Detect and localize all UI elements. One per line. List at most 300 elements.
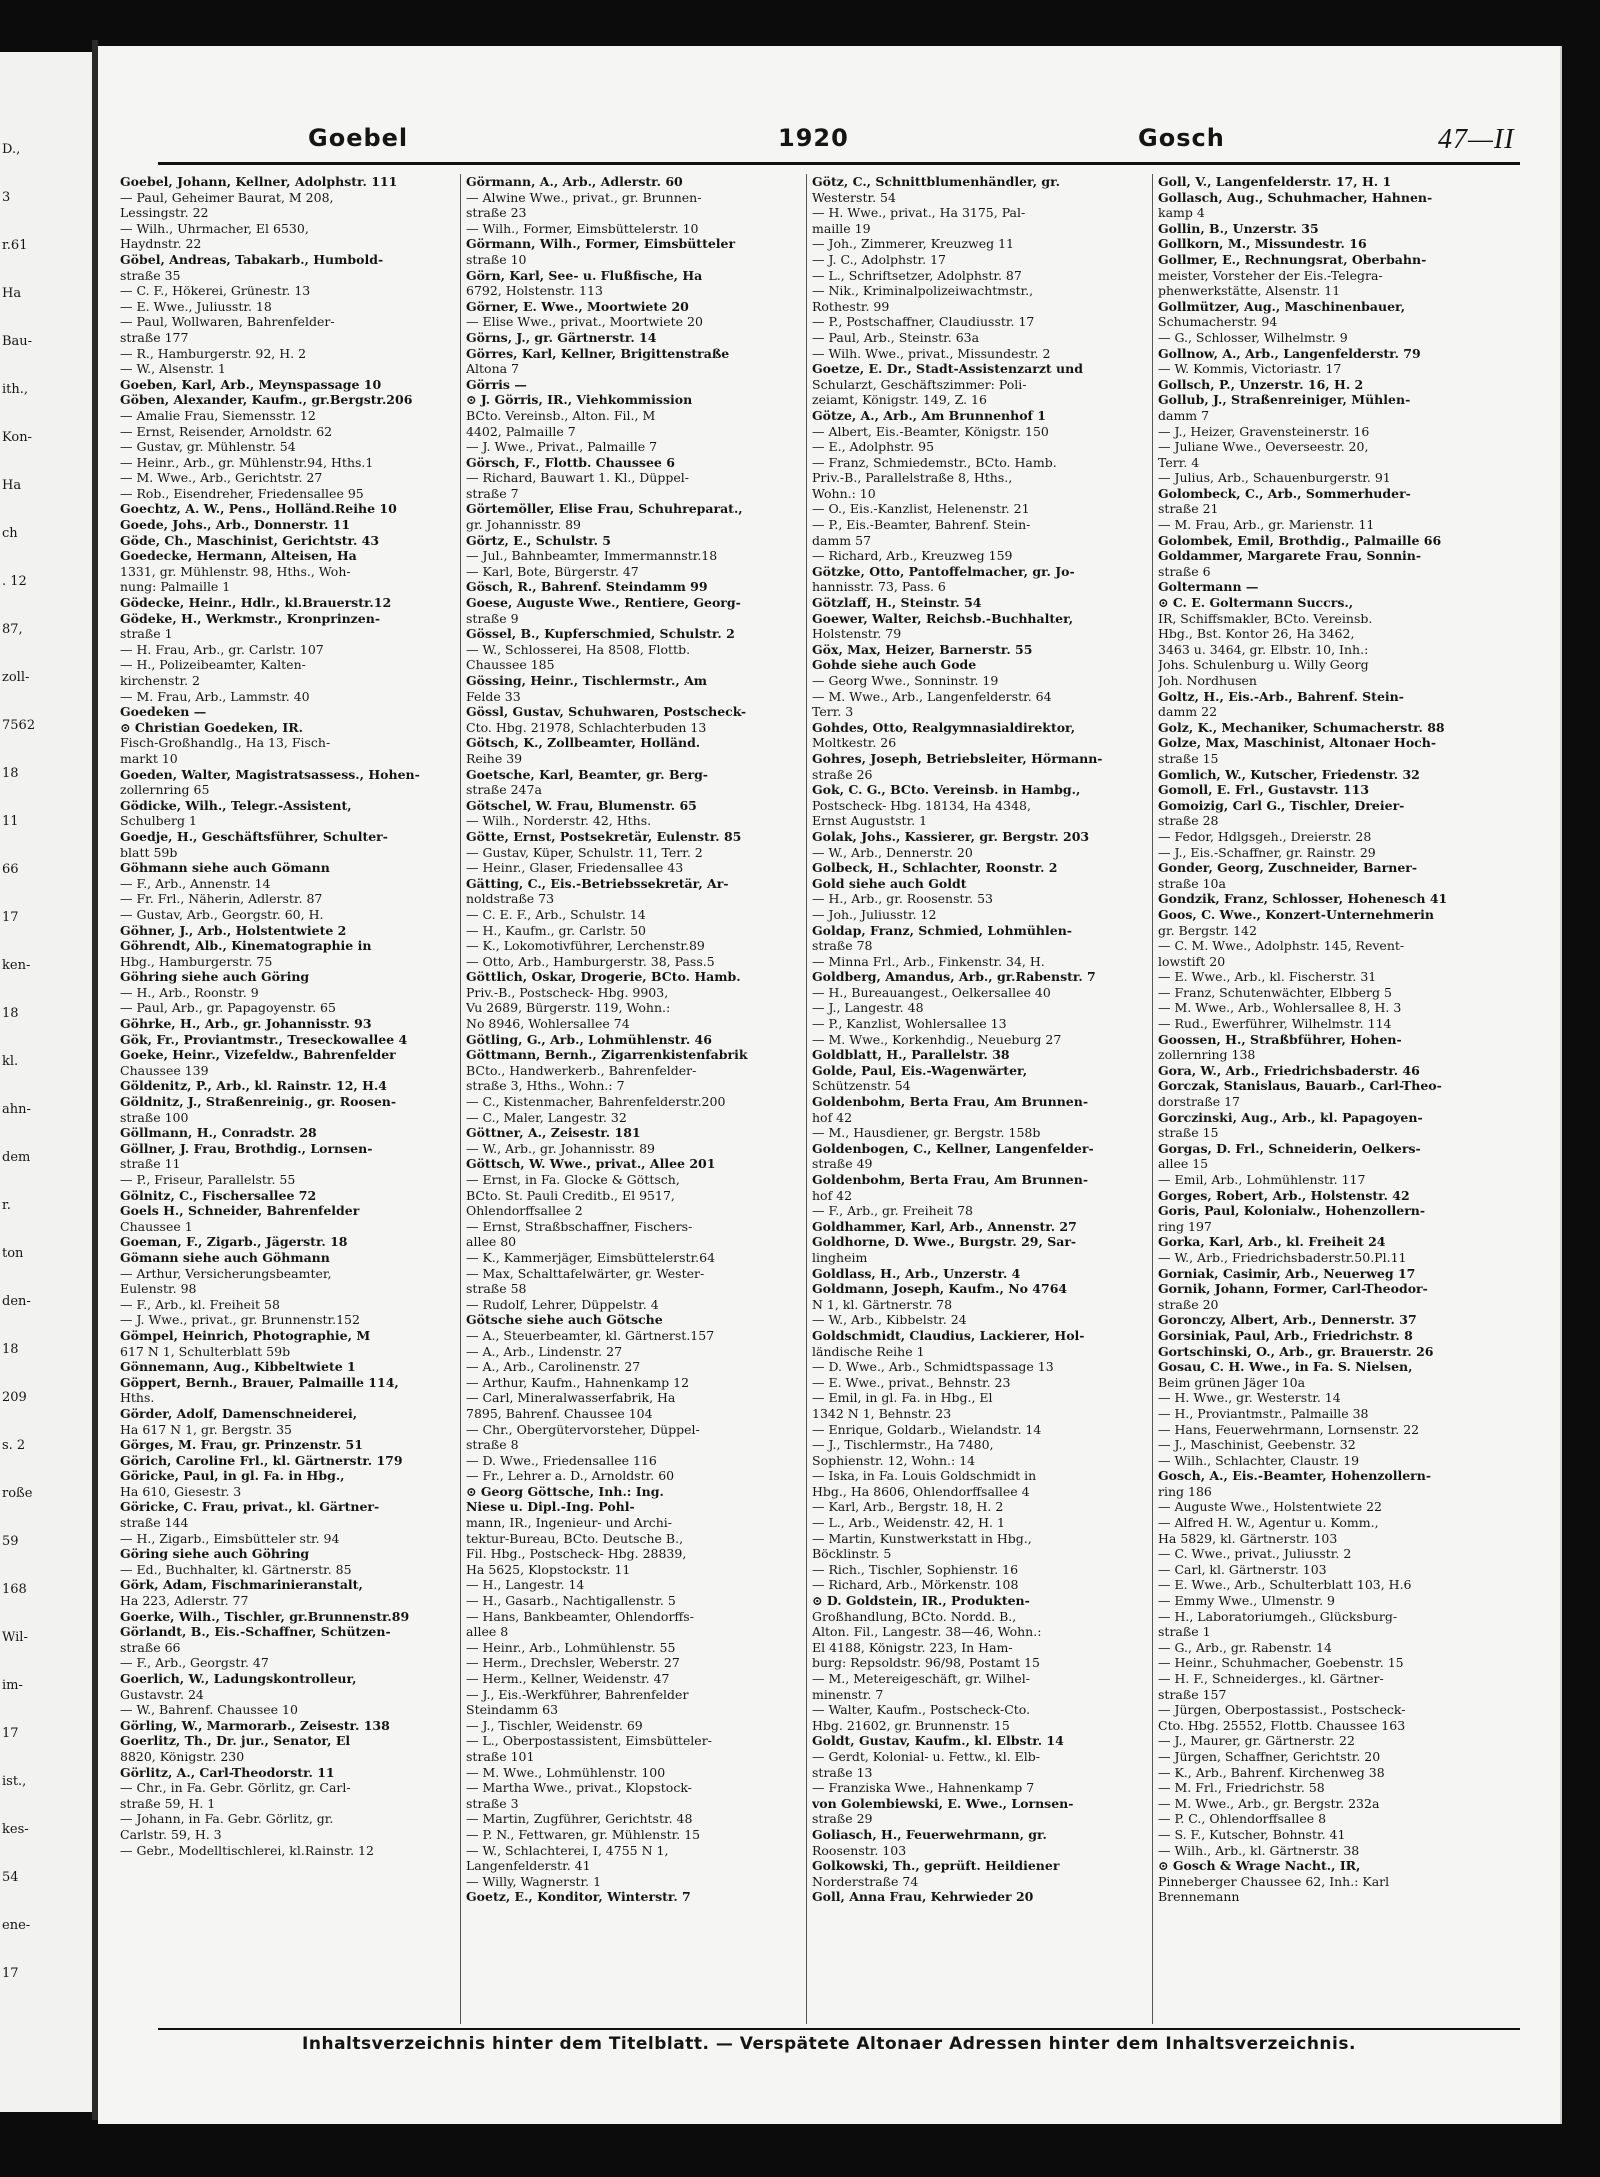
directory-entry: Göllmann, H., Conradstr. 28 <box>120 1125 317 1141</box>
directory-entry: Gönnemann, Aug., Kibbeltwiete 1 <box>120 1359 356 1375</box>
directory-entry: Görlandt, B., Eis.-Schaffner, Schützen- <box>120 1624 391 1640</box>
directory-entry: Göhrke, H., Arb., gr. Johannisstr. 93 <box>120 1016 372 1032</box>
directory-entry: — Jürgen, Schaffner, Gerichtstr. 20 <box>1158 1748 1381 1764</box>
directory-entry: straße 15 <box>1158 750 1219 766</box>
directory-entry: Görling, W., Marmorarb., Zeisestr. 138 <box>120 1717 390 1733</box>
left-page-fragment: ith., <box>2 382 29 397</box>
directory-entry: — O., Eis.-Kanzlist, Helenenstr. 21 <box>812 501 1030 517</box>
directory-entry: straße 9 <box>466 610 519 626</box>
directory-entry: — Emmy Wwe., Ulmenstr. 9 <box>1158 1593 1335 1609</box>
directory-entry: Götling, G., Arb., Lohmühlenstr. 46 <box>466 1031 712 1047</box>
directory-entry: — Paul, Wollwaren, Bahrenfelder- <box>120 314 335 330</box>
directory-entry: straße 3, Hths., Wohn.: 7 <box>466 1078 625 1094</box>
directory-entry: Priv.-B., Postscheck- Hbg. 9903, <box>466 984 669 1000</box>
directory-entry: — C. M. Wwe., Adolphstr. 145, Revent- <box>1158 938 1405 954</box>
directory-entry: Goldhorne, D. Wwe., Burgstr. 29, Sar- <box>812 1234 1077 1250</box>
directory-entry: Terr. 3 <box>812 704 854 720</box>
directory-entry: Roosenstr. 103 <box>812 1842 907 1858</box>
directory-page <box>98 46 1562 2124</box>
directory-entry: — H. Frau, Arb., gr. Carlstr. 107 <box>120 641 324 657</box>
directory-entry: — Rudolf, Lehrer, Düppelstr. 4 <box>466 1296 659 1312</box>
directory-entry: Gold siehe auch Goldt <box>812 875 967 891</box>
directory-entry: Reihe 39 <box>466 750 523 766</box>
directory-entry: Göhrendt, Alb., Kinematographie in <box>120 938 372 954</box>
directory-entry: gr. Johannisstr. 89 <box>466 517 581 533</box>
directory-entry: allee 15 <box>1158 1156 1209 1172</box>
directory-entry: Hths. <box>120 1390 155 1406</box>
directory-entry: — W., Arb., Kibbelstr. 24 <box>812 1312 967 1328</box>
directory-entry: Göde, Ch., Maschinist, Gerichtstr. 43 <box>120 532 380 548</box>
directory-entry: Görges, M. Frau, gr. Prinzenstr. 51 <box>120 1437 363 1453</box>
directory-entry: ⊙ C. E. Goltermann Succrs., <box>1158 595 1354 611</box>
directory-entry: — Walter, Kaufm., Postscheck-Cto. <box>812 1702 1031 1718</box>
directory-entry: Göricke, C. Frau, privat., kl. Gärtner- <box>120 1499 380 1515</box>
directory-entry: Görres, Karl, Kellner, Brigittenstraße <box>466 345 730 361</box>
directory-entry: — Karl, Arb., Bergstr. 18, H. 2 <box>812 1499 1004 1515</box>
directory-entry: straße 1 <box>120 626 173 642</box>
directory-entry: El 4188, Königstr. 223, In Ham- <box>812 1639 1013 1655</box>
directory-entry: — Richard, Arb., Kreuzweg 159 <box>812 548 1013 564</box>
left-page-fragment: 59 <box>2 1534 19 1549</box>
directory-entry: — G., Arb., gr. Rabenstr. 14 <box>1158 1639 1332 1655</box>
directory-entry: — K., Lokomotivführer, Lerchenstr.89 <box>466 938 705 954</box>
left-page-fragment: kes- <box>2 1822 29 1837</box>
directory-entry: straße 101 <box>466 1748 535 1764</box>
directory-entry: straße 247a <box>466 782 542 798</box>
directory-entry: Görris — <box>466 376 527 392</box>
column-divider <box>460 174 461 2024</box>
left-page-fragment: ist., <box>2 1774 27 1789</box>
directory-entry: Görn, Karl, See- u. Flußfische, Ha <box>466 267 703 283</box>
directory-entry: Gollasch, Aug., Schuhmacher, Hahnen- <box>1158 189 1433 205</box>
directory-entry: Fisch-Großhandlg., Ha 13, Fisch- <box>120 735 331 751</box>
directory-entry: maille 19 <box>812 220 871 236</box>
directory-entry: — Gebr., Modelltischlerei, kl.Rainstr. 12 <box>120 1842 374 1858</box>
left-page-fragment: 168 <box>2 1582 27 1597</box>
directory-entry: Göldenitz, P., Arb., kl. Rainstr. 12, H.4 <box>120 1078 387 1094</box>
directory-entry: — W. Kommis, Victoriastr. 17 <box>1158 361 1342 377</box>
directory-entry: Golombek, Emil, Brothdig., Palmaille 66 <box>1158 532 1442 548</box>
directory-entry: Johs. Schulenburg u. Willy Georg <box>1158 657 1369 673</box>
directory-entry: Gomoll, E. Frl., Gustavstr. 113 <box>1158 782 1370 798</box>
directory-entry: — W., Arb., Friedrichsbaderstr.50.Pl.11 <box>1158 1249 1407 1265</box>
directory-entry: Goetze, E. Dr., Stadt-Assistenzarzt und <box>812 361 1083 377</box>
directory-entry: — M. Wwe., Arb., Langenfelderstr. 64 <box>812 688 1052 704</box>
directory-entry: — P., Kanzlist, Wohlersallee 13 <box>812 1016 1007 1032</box>
column-divider <box>1152 174 1153 2024</box>
directory-entry: Goll, Anna Frau, Kehrwieder 20 <box>812 1889 1034 1905</box>
left-page-fragment: D., <box>2 142 21 157</box>
directory-entry: — J., Tischler, Weidenstr. 69 <box>466 1717 643 1733</box>
directory-entry: Gohres, Joseph, Betriebsleiter, Hörmann- <box>812 750 1103 766</box>
directory-entry: ⊙ J. Görris, IR., Viehkommission <box>466 392 693 408</box>
directory-entry: Golbeck, H., Schlachter, Roonstr. 2 <box>812 860 1058 876</box>
directory-entry: Goerlitz, Th., Dr. jur., Senator, El <box>120 1733 351 1749</box>
directory-entry: Chaussee 139 <box>120 1062 209 1078</box>
directory-entry: straße 1 <box>1158 1624 1211 1640</box>
directory-entry: Goris, Paul, Kolonialw., Hohenzollern- <box>1158 1203 1426 1219</box>
directory-entry: Gollmützer, Aug., Maschinenbauer, <box>1158 298 1406 314</box>
directory-entry: von Golembiewski, E. Wwe., Lornsen- <box>812 1795 1074 1811</box>
directory-entry: Gollnow, A., Arb., Langenfelderstr. 79 <box>1158 345 1421 361</box>
directory-entry: Cto. Hbg. 21978, Schlachterbuden 13 <box>466 719 707 735</box>
directory-entry: — C., Maler, Langestr. 32 <box>466 1109 627 1125</box>
directory-entry: Ha 5625, Klopstockstr. 11 <box>466 1561 631 1577</box>
directory-entry: — Paul, Arb., Steinstr. 63a <box>812 329 980 345</box>
directory-entry: Goese, Auguste Wwe., Rentiere, Georg- <box>466 595 741 611</box>
directory-entry: — Fr. Frl., Näherin, Adlerstr. 87 <box>120 891 323 907</box>
directory-entry: Gorniak, Casimir, Arb., Neuerweg 17 <box>1158 1265 1416 1281</box>
directory-entry: Gorczinski, Aug., Arb., kl. Papagoyen- <box>1158 1109 1423 1125</box>
directory-entry: — Arthur, Versicherungsbeamter, <box>120 1265 332 1281</box>
left-page-fragment: 7562 <box>2 718 36 733</box>
directory-entry: — Nik., Kriminalpolizeiwachtmstr., <box>812 283 1034 299</box>
directory-entry: straße 49 <box>812 1156 873 1172</box>
directory-entry: 617 N 1, Schulterblatt 59b <box>120 1343 291 1359</box>
directory-entry: — Ernst, Straßbschaffner, Fischers- <box>466 1218 693 1234</box>
directory-entry: Gollmer, E., Rechnungsrat, Oberbahn- <box>1158 251 1427 267</box>
directory-entry: — Alwine Wwe., privat., gr. Brunnen- <box>466 189 702 205</box>
directory-entry: 1331, gr. Mühlenstr. 98, Hths., Woh- <box>120 563 351 579</box>
directory-entry: Carlstr. 59, H. 3 <box>120 1826 222 1842</box>
directory-entry: Steindamm 63 <box>466 1702 559 1718</box>
directory-entry: — E. Wwe., privat., Behnstr. 23 <box>812 1374 1011 1390</box>
directory-entry: zollernring 138 <box>1158 1047 1256 1063</box>
directory-entry: — Willy, Wagnerstr. 1 <box>466 1873 602 1889</box>
directory-entry: dorstraße 17 <box>1158 1094 1240 1110</box>
directory-entry: straße 10a <box>1158 875 1226 891</box>
directory-entry: Goldenbohm, Berta Frau, Am Brunnen- <box>812 1094 1089 1110</box>
directory-entry: straße 20 <box>1158 1296 1219 1312</box>
directory-entry: straße 21 <box>1158 501 1219 517</box>
directory-entry: Goeman, F., Zigarb., Jägerstr. 18 <box>120 1234 348 1250</box>
directory-entry: — Georg Wwe., Sonninstr. 19 <box>812 673 999 688</box>
directory-entry: Gök, Fr., Proviantmstr., Treseckowallee 4 <box>120 1031 408 1047</box>
left-page-edge <box>0 52 92 2112</box>
directory-entry: lingheim <box>812 1249 868 1265</box>
left-page-fragment: ton <box>2 1246 24 1261</box>
directory-entry: Göhmann siehe auch Gömann <box>120 860 330 876</box>
directory-entry: Sophienstr. 12, Wohn.: 14 <box>812 1452 976 1468</box>
directory-entry: Görlitz, A., Carl-Theodorstr. 11 <box>120 1764 335 1780</box>
directory-entry: Großhandlung, BCto. Nordd. B., <box>812 1608 1017 1624</box>
directory-entry: — P., Eis.-Beamter, Bahrenf. Stein- <box>812 517 1031 533</box>
directory-entry: straße 78 <box>812 938 873 954</box>
directory-entry: — Franz, Schutenwächter, Elbberg 5 <box>1158 984 1392 1000</box>
directory-entry: — A., Arb., Lindenstr. 27 <box>466 1343 623 1359</box>
directory-entry: Gössing, Heinr., Tischlermstr., Am <box>466 673 707 688</box>
directory-entry: — F., Arb., Annenstr. 14 <box>120 875 271 891</box>
directory-entry: Goliasch, H., Feuerwehrmann, gr. <box>812 1826 1047 1842</box>
directory-entry: Lessingstr. 22 <box>120 205 209 221</box>
directory-entry: — J. C., Adolphstr. 17 <box>812 251 946 267</box>
directory-entry: zeiamt, Königstr. 149, Z. 16 <box>812 392 987 408</box>
directory-entry: tektur-Bureau, BCto. Deutsche B., <box>466 1530 684 1546</box>
directory-entry: — M., Metereigeschäft, gr. Wilhel- <box>812 1671 1030 1686</box>
directory-entry: — Hans, Bankbeamter, Ohlendorffs- <box>466 1608 694 1624</box>
directory-entry: Schumacherstr. 94 <box>1158 314 1278 330</box>
directory-entry: — H., Bureauangest., Oelkersallee 40 <box>812 984 1051 1000</box>
directory-entry: — J., Heizer, Gravensteinerstr. 16 <box>1158 423 1370 439</box>
directory-entry: Gok, C. G., BCto. Vereinsb. in Hambg., <box>812 782 1081 798</box>
directory-entry: straße 100 <box>120 1109 189 1125</box>
directory-entry: — W., Arb., gr. Johannisstr. 89 <box>466 1140 655 1156</box>
directory-entry: Goedje, H., Geschäftsführer, Schulter- <box>120 828 388 844</box>
directory-entry: Goldberg, Amandus, Arb., gr.Rabenstr. 7 <box>812 969 1096 985</box>
directory-entry: — Enrique, Goldarb., Wielandstr. 14 <box>812 1421 1042 1437</box>
directory-entry: Götzke, Otto, Pantoffelmacher, gr. Jo- <box>812 563 1075 579</box>
directory-entry: — W., Schlosserei, Ha 8508, Flottb. <box>466 641 691 657</box>
directory-entry: — F., Arb., gr. Freiheit 78 <box>812 1203 973 1219</box>
directory-entry: 4402, Palmaille 7 <box>466 423 576 439</box>
directory-entry: hof 42 <box>812 1109 853 1125</box>
directory-entry: — Albert, Eis.-Beamter, Königstr. 150 <box>812 423 1049 439</box>
directory-entry: Schützenstr. 54 <box>812 1078 911 1094</box>
directory-entry: Goldap, Franz, Schmied, Lohmühlen- <box>812 922 1072 938</box>
directory-entry: — A., Steuerbeamter, kl. Gärtnerst.157 <box>466 1327 715 1343</box>
directory-entry: Göx, Max, Heizer, Barnerstr. 55 <box>812 641 1033 657</box>
directory-entry: — Wilh., Uhrmacher, El 6530, <box>120 220 309 236</box>
directory-entry: — Amalie Frau, Siemensstr. 12 <box>120 407 316 423</box>
directory-entry: — Herm., Drechsler, Weberstr. 27 <box>466 1655 680 1671</box>
directory-entry: Hbg., Hamburgerstr. 75 <box>120 953 273 969</box>
directory-entry: Göllner, J. Frau, Brothdig., Lornsen- <box>120 1140 373 1156</box>
directory-entry: straße 26 <box>812 766 873 782</box>
directory-entry: markt 10 <box>120 750 178 766</box>
directory-entry: — J., Eis.-Werkführer, Bahrenfelder <box>466 1686 689 1702</box>
directory-entry: straße 144 <box>120 1515 189 1531</box>
left-page-fragment: 18 <box>2 766 19 781</box>
directory-entry: — M. Frau, Arb., gr. Marienstr. 11 <box>1158 517 1375 533</box>
directory-entry: — H., Gasarb., Nachtigallenstr. 5 <box>466 1593 676 1609</box>
directory-entry: — Wilh., Norderstr. 42, Hths. <box>466 813 652 829</box>
directory-entry: Gölnitz, C., Fischersallee 72 <box>120 1187 317 1203</box>
directory-entry: Gollkorn, M., Missundestr. 16 <box>1158 236 1367 252</box>
directory-entry: — L., Oberpostassistent, Eimsbütteler- <box>466 1733 712 1749</box>
directory-entry: Hbg., Ha 8606, Ohlendorffsallee 4 <box>812 1483 1030 1499</box>
directory-entry: Goldlass, H., Arb., Unzerstr. 4 <box>812 1265 1021 1281</box>
directory-entry: Gödecke, Heinr., Hdlr., kl.Brauerstr.12 <box>120 595 392 611</box>
directory-entry: — A., Arb., Carolinenstr. 27 <box>466 1359 641 1375</box>
directory-entry: — Emil, Arb., Lohmühlenstr. 117 <box>1158 1172 1366 1187</box>
left-page-fragment: 87, <box>2 622 23 637</box>
directory-entry: Goldammer, Margarete Frau, Sonnin- <box>1158 548 1422 564</box>
directory-entry: Moltkestr. 26 <box>812 735 897 751</box>
directory-entry: 7895, Bahrenf. Chaussee 104 <box>466 1405 653 1421</box>
column-divider <box>806 174 807 2024</box>
directory-entry: — Martin, Zugführer, Gerichtstr. 48 <box>466 1811 693 1827</box>
directory-entry: mann, IR., Ingenieur- und Archi- <box>466 1515 673 1531</box>
page-number: 47—II <box>1438 124 1515 155</box>
directory-entry: — W., Bahrenf. Chaussee 10 <box>120 1702 298 1718</box>
directory-entry: straße 6 <box>1158 563 1211 579</box>
directory-entry: straße 28 <box>1158 813 1219 829</box>
directory-entry: — R., Hamburgerstr. 92, H. 2 <box>120 345 307 361</box>
directory-entry: Terr. 4 <box>1158 454 1200 470</box>
directory-entry: Haydnstr. 22 <box>120 236 202 252</box>
directory-entry: Görmann, Wilh., Former, Eimsbütteler <box>466 236 736 252</box>
left-page-fragment: dem <box>2 1150 31 1165</box>
directory-entry: straße 29 <box>812 1811 873 1827</box>
directory-entry: Götze, A., Arb., Am Brunnenhof 1 <box>812 407 1046 423</box>
directory-entry: Goldenbogen, C., Kellner, Langenfelder- <box>812 1140 1094 1156</box>
directory-entry: Göppert, Bernh., Brauer, Palmaille 114, <box>120 1374 399 1390</box>
directory-entry: Goetsche, Karl, Beamter, gr. Berg- <box>466 766 708 782</box>
directory-entry: — H. Wwe., gr. Westerstr. 14 <box>1158 1390 1341 1406</box>
directory-entry: — Martha Wwe., privat., Klopstock- <box>466 1780 692 1796</box>
directory-entry: — Gustav, gr. Mühlenstr. 54 <box>120 439 296 455</box>
directory-entry: Gösch, R., Bahrenf. Steindamm 99 <box>466 579 708 595</box>
directory-entry: Goldt, Gustav, Kaufm., kl. Elbstr. 14 <box>812 1733 1064 1749</box>
directory-entry: Gömann siehe auch Göhmann <box>120 1249 330 1265</box>
left-page-fragment: 17 <box>2 1966 19 1981</box>
directory-entry: hof 42 <box>812 1187 853 1203</box>
directory-entry: — C. Wwe., privat., Juliusstr. 2 <box>1158 1546 1352 1562</box>
directory-entry: damm 57 <box>812 532 872 548</box>
directory-entry: Gömpel, Heinrich, Photographie, M <box>120 1327 371 1343</box>
directory-entry: Gollub, J., Straßenreiniger, Mühlen- <box>1158 392 1411 408</box>
directory-entry: Goossen, H., Straßbführer, Hohen- <box>1158 1031 1402 1047</box>
directory-entry: — K., Kammerjäger, Eimsbüttelerstr.64 <box>466 1249 716 1265</box>
directory-entry: N 1, kl. Gärtnerstr. 78 <box>812 1296 953 1312</box>
directory-entry: Goedeken — <box>120 704 207 720</box>
directory-entry: straße 13 <box>812 1764 873 1780</box>
directory-entry: Gosau, C. H. Wwe., in Fa. S. Nielsen, <box>1158 1359 1413 1375</box>
left-page-fragment: den- <box>2 1294 31 1309</box>
directory-entry: — W., Arb., Dennerstr. 20 <box>812 844 973 860</box>
directory-entry: — H., Langestr. 14 <box>466 1577 585 1593</box>
footer-note: Inhaltsverzeichnis hinter dem Titelblatt. — Verspätete Altonaer Adressen hinter dem Inhaltsverzeichnis. <box>302 2034 1356 2054</box>
directory-entry: meister, Vorsteher der Eis.-Telegra- <box>1158 267 1383 283</box>
directory-entry: straße 15 <box>1158 1125 1219 1141</box>
directory-entry: Fil. Hbg., Postscheck- Hbg. 28839, <box>466 1546 687 1562</box>
directory-entry: — H., Laboratoriumgeh., Glücksburg- <box>1158 1608 1398 1624</box>
directory-entry: — Rud., Ewerführer, Wilhelmstr. 114 <box>1158 1016 1392 1032</box>
directory-entry: — Iska, in Fa. Louis Goldschmidt in <box>812 1468 1037 1484</box>
directory-entry: Goldschmidt, Claudius, Lackierer, Hol- <box>812 1327 1085 1343</box>
directory-entry: Gomlich, W., Kutscher, Friedenstr. 32 <box>1158 766 1420 782</box>
directory-entry: — M. Wwe., Arb., Wohlersallee 8, H. 3 <box>1158 1000 1402 1016</box>
directory-entry: — P., Friseur, Parallelstr. 55 <box>120 1172 296 1187</box>
directory-entry: — P. C., Ohlendorffsallee 8 <box>1158 1811 1327 1827</box>
directory-entry: Gohdes, Otto, Realgymnasialdirektor, <box>812 719 1076 735</box>
directory-entry: 8820, Königstr. 230 <box>120 1748 245 1764</box>
directory-entry: — Wilh., Schlachter, Claustr. 19 <box>1158 1452 1360 1468</box>
left-page-fragment: Ha <box>2 478 22 493</box>
left-page-fragment: 209 <box>2 1390 27 1405</box>
directory-entry: Vu 2689, Bürgerstr. 119, Wohn.: <box>466 1000 671 1016</box>
directory-entry: Goldmann, Joseph, Kaufm., No 4764 <box>812 1281 1068 1297</box>
left-page-fragment: kl. <box>2 1054 19 1069</box>
directory-entry: — Joh., Juliusstr. 12 <box>812 906 937 922</box>
directory-entry: Gondzik, Franz, Schlosser, Hohenesch 41 <box>1158 891 1448 907</box>
entries-column-4 <box>1158 174 1498 2024</box>
directory-entry: — Franz, Schmiedemstr., BCto. Hamb. <box>812 454 1057 470</box>
directory-entry: — Jul., Bahnbeamter, Immermannstr.18 <box>466 548 718 564</box>
directory-entry: — E., Adolphstr. 95 <box>812 439 935 455</box>
directory-entry: Goechtz, A. W., Pens., Holländ.Reihe 10 <box>120 501 397 517</box>
directory-entry: — M. Wwe., Korkenhdig., Neueburg 27 <box>812 1031 1062 1047</box>
directory-entry: Goerke, Wilh., Tischler, gr.Brunnenstr.89 <box>120 1608 410 1624</box>
directory-entry: — S. F., Kutscher, Bohnstr. 41 <box>1158 1826 1346 1842</box>
directory-entry: — H., Polizeibeamter, Kalten- <box>120 657 306 673</box>
directory-entry: — Gustav, Küper, Schulstr. 11, Terr. 2 <box>466 844 703 860</box>
left-page-fragment: Bau- <box>2 334 33 349</box>
directory-entry: — Minna Frl., Arb., Finkenstr. 34, H. <box>812 953 1045 969</box>
directory-entry: Gorges, Robert, Arb., Holstenstr. 42 <box>1158 1187 1410 1203</box>
left-page-fragment: 17 <box>2 1726 19 1741</box>
left-page-fragment: im- <box>2 1678 23 1693</box>
directory-entry: Görder, Adolf, Damenschneiderei, <box>120 1405 358 1421</box>
directory-entry: — Ed., Buchhalter, kl. Gärtnerstr. 85 <box>120 1561 352 1577</box>
directory-entry: — J., Tischlermstr., Ha 7480, <box>812 1437 994 1453</box>
directory-entry: Gorka, Karl, Arb., kl. Freiheit 24 <box>1158 1234 1386 1250</box>
directory-entry: Gora, W., Arb., Friedrichsbaderstr. 46 <box>1158 1062 1420 1078</box>
directory-entry: Götte, Ernst, Postsekretär, Eulenstr. 85 <box>466 828 742 844</box>
directory-entry: — F., Arb., Georgstr. 47 <box>120 1655 269 1671</box>
directory-entry: — Paul, Geheimer Baurat, M 208, <box>120 189 334 205</box>
directory-entry: — J., Langestr. 48 <box>812 1000 924 1016</box>
directory-entry: Goltz, H., Eis.-Arb., Bahrenf. Stein- <box>1158 688 1404 704</box>
directory-entry: — H., Arb., Roonstr. 9 <box>120 984 259 1000</box>
directory-entry: — Chr., in Fa. Gebr. Görlitz, gr. Carl- <box>120 1780 351 1796</box>
directory-entry: Göttmann, Bernh., Zigarrenkistenfabrik <box>466 1047 748 1063</box>
directory-entry: — Emil, in gl. Fa. in Hbg., El <box>812 1390 993 1406</box>
directory-entry: — Wilh. Wwe., privat., Missundestr. 2 <box>812 345 1051 361</box>
left-page-fragment: r. <box>2 1198 11 1213</box>
directory-entry: straße 23 <box>466 205 527 221</box>
left-page-fragment: 66 <box>2 862 19 877</box>
directory-entry: Gosch, A., Eis.-Beamter, Hohenzollern- <box>1158 1468 1432 1484</box>
directory-entry: Goeke, Heinr., Vizefeldw., Bahrenfelder <box>120 1047 396 1063</box>
directory-entry: — L., Arb., Weidenstr. 42, H. 1 <box>812 1515 1005 1531</box>
directory-entry: Joh. Nordhusen <box>1158 673 1257 688</box>
directory-entry: — Joh., Zimmerer, Kreuzweg 11 <box>812 236 1015 252</box>
page-header <box>98 124 1560 174</box>
directory-entry: lowstift 20 <box>1158 953 1226 969</box>
directory-entry: Gollin, B., Unzerstr. 35 <box>1158 220 1319 236</box>
directory-entry: Gohde siehe auch Gode <box>812 657 977 673</box>
left-page-fragment: 3 <box>2 190 11 205</box>
directory-entry: — Heinr., Arb., gr. Mühlenstr.94, Hths.1 <box>120 454 374 470</box>
directory-entry: — Alfred H. W., Agentur u. Komm., <box>1158 1515 1379 1531</box>
directory-entry: — Julius, Arb., Schauenburgerstr. 91 <box>1158 470 1391 486</box>
directory-entry: Göttner, A., Zeisestr. 181 <box>466 1125 641 1141</box>
directory-entry: — G., Schlosser, Wilhelmstr. 9 <box>1158 329 1348 345</box>
directory-entry: Chaussee 185 <box>466 657 555 673</box>
directory-entry: Gonder, Georg, Zuschneider, Barner- <box>1158 860 1418 876</box>
left-page-fragment: Wil- <box>2 1630 28 1645</box>
directory-entry: Goltermann — <box>1158 579 1259 595</box>
directory-entry: Goewer, Walter, Reichsb.-Buchhalter, <box>812 610 1074 626</box>
directory-entry: Gustavstr. 24 <box>120 1686 204 1702</box>
directory-entry: ländische Reihe 1 <box>812 1343 925 1359</box>
directory-entry: Goldhammer, Karl, Arb., Annenstr. 27 <box>812 1218 1077 1234</box>
directory-entry: straße 157 <box>1158 1686 1227 1702</box>
directory-entry: Gödicke, Wilh., Telegr.-Assistent, <box>120 797 352 813</box>
directory-entry: — E. Wwe., Arb., kl. Fischerstr. 31 <box>1158 969 1377 985</box>
directory-entry: Goldblatt, H., Parallelstr. 38 <box>812 1047 1010 1063</box>
directory-entry: — Fr., Lehrer a. D., Arnoldstr. 60 <box>466 1468 675 1484</box>
directory-entry: straße 35 <box>120 267 181 283</box>
directory-entry: — P., Postschaffner, Claudiusstr. 17 <box>812 314 1035 330</box>
left-page-fragment: ahn- <box>2 1102 31 1117</box>
directory-entry: — Wilh., Former, Eimsbüttelerstr. 10 <box>466 220 699 236</box>
left-page-fragment: r.61 <box>2 238 28 253</box>
directory-entry: allee 80 <box>466 1234 517 1250</box>
directory-entry: damm 7 <box>1158 407 1210 423</box>
directory-entry: Göldnitz, J., Straßenreinig., gr. Roosen- <box>120 1094 397 1110</box>
